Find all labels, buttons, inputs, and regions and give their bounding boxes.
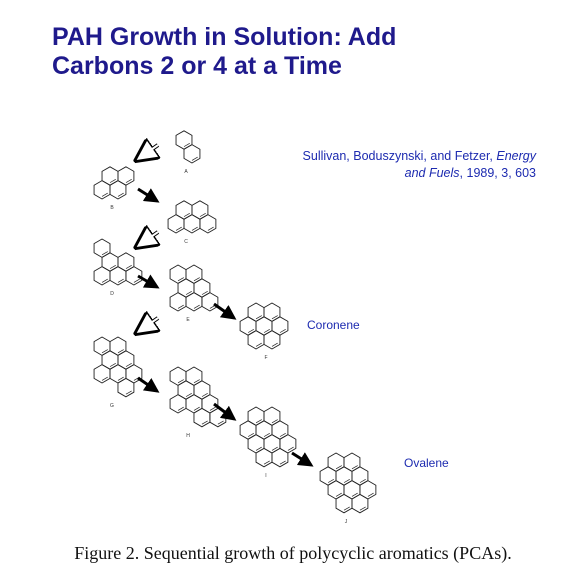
molecule-letters-layer — [110, 169, 348, 525]
label-ovalene: Ovalene — [404, 456, 449, 470]
molecule-letter-g: G — [110, 402, 114, 409]
molecule-f — [240, 303, 288, 349]
arrow-i-j — [292, 453, 311, 465]
molecule-letter-e: E — [186, 317, 190, 323]
molecule-letter-d: D — [110, 291, 114, 297]
citation-rest: , 1989, 3, 603 — [459, 166, 536, 180]
molecule-letter-c: C — [184, 239, 188, 245]
molecule-letter-b: B — [110, 205, 114, 211]
title-line-1: PAH Growth in Solution: Add — [52, 23, 397, 51]
molecules-layer — [94, 131, 376, 513]
arrow-h-i — [214, 404, 234, 419]
citation-journal-2: and Fuels — [404, 166, 460, 180]
molecule-letter-h: H — [186, 432, 190, 439]
molecule-letter-a: A — [184, 169, 188, 175]
molecule-i — [240, 407, 296, 467]
molecule-h — [170, 367, 226, 427]
molecule-c — [168, 201, 216, 233]
label-coronene: Coronene — [307, 318, 360, 332]
figure-caption: Figure 2. Sequential growth of polycyclic aromatics (PCAs). — [74, 543, 512, 563]
arrow-b-c — [138, 189, 157, 201]
molecule-b — [94, 167, 134, 199]
arrow-g-h — [138, 378, 157, 391]
molecule-a — [176, 131, 200, 163]
molecule-letter-f: F — [264, 355, 268, 361]
molecule-letter-i: I — [265, 472, 267, 479]
title-line-2: Carbons 2 or 4 at a Time — [52, 52, 342, 80]
arrow-e-f — [214, 304, 234, 318]
molecule-letter-j: J — [344, 518, 348, 525]
citation-authors: Sullivan, Boduszynski, and Fetzer, — [302, 149, 493, 163]
molecule-d — [94, 239, 142, 285]
citation-journal-1: Energy — [496, 149, 536, 163]
arrows-layer — [138, 145, 311, 465]
molecule-e — [170, 265, 218, 311]
molecule-g — [94, 337, 142, 397]
molecule-j — [320, 453, 376, 513]
